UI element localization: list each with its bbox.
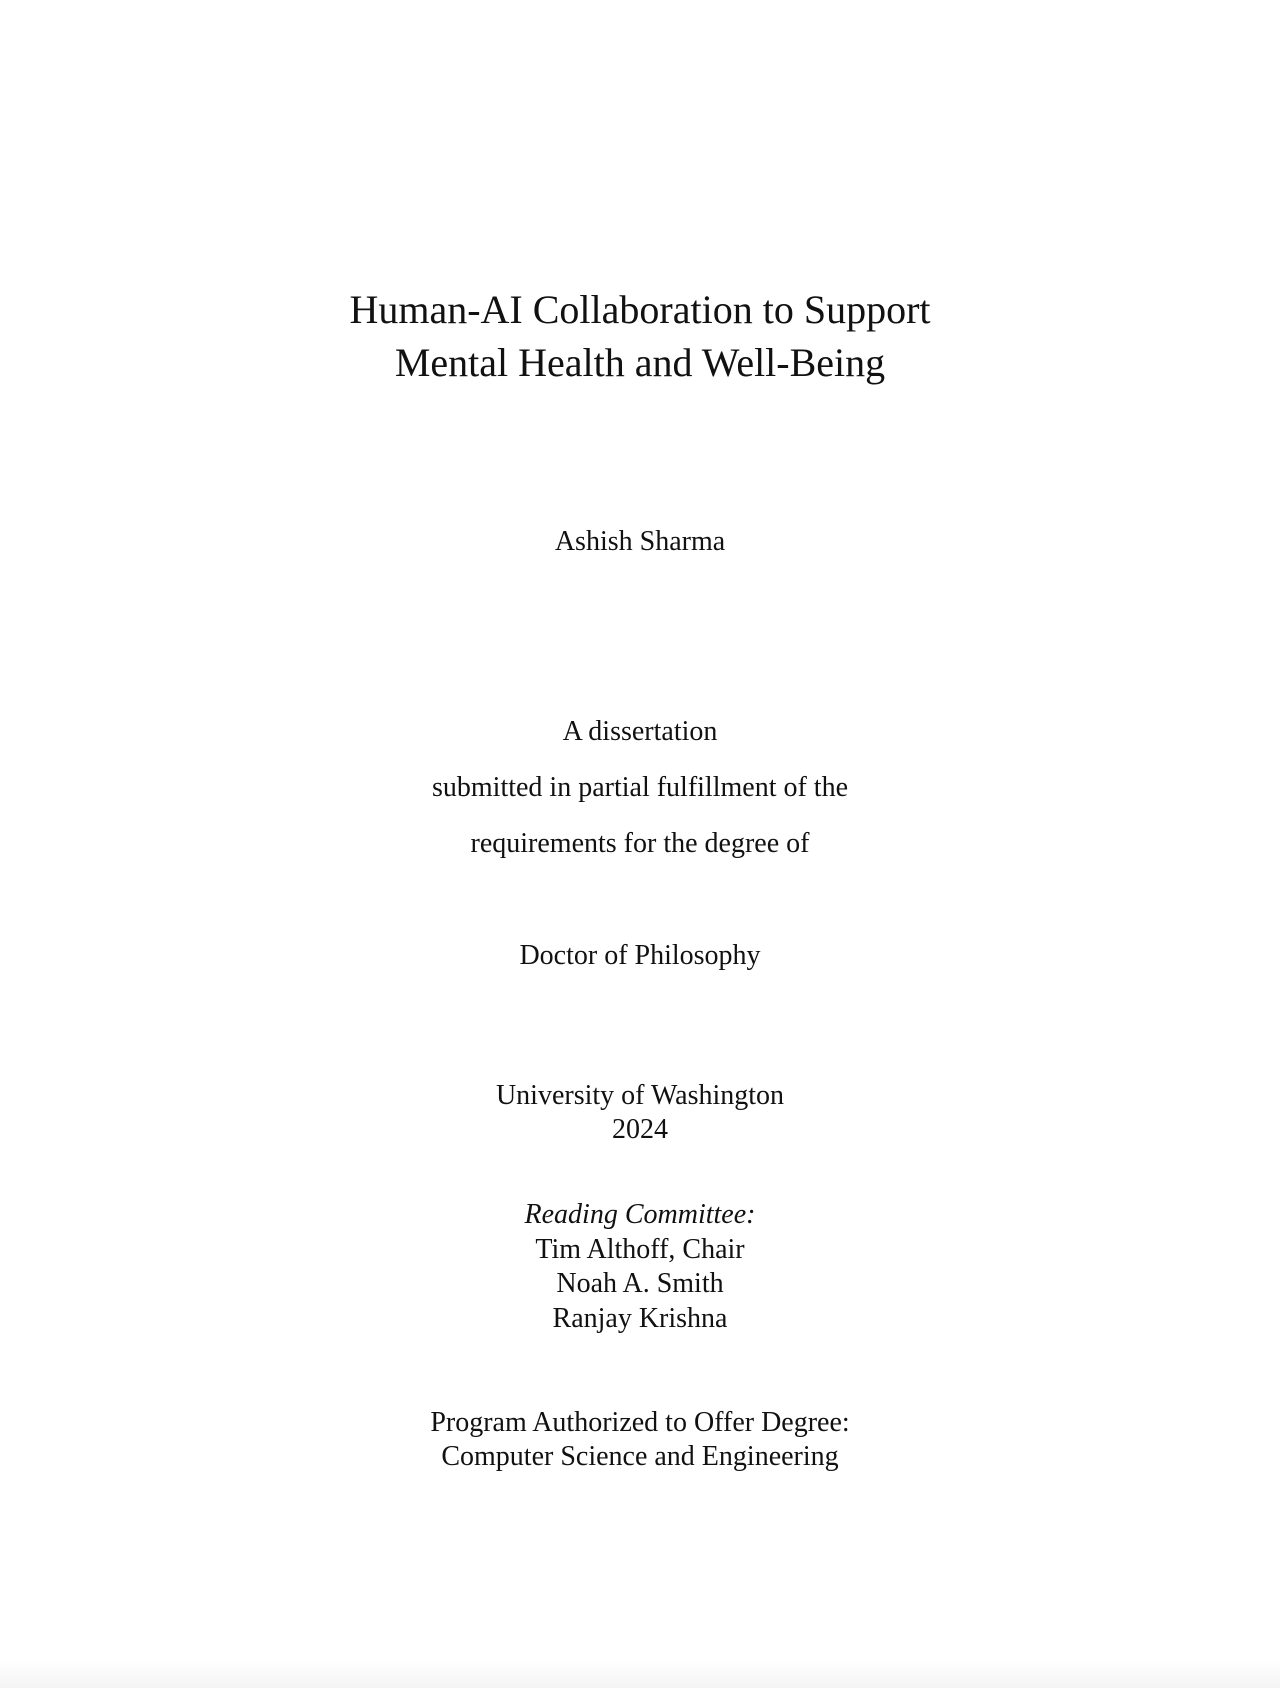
statement-line-3: requirements for the degree of (470, 828, 810, 859)
author-name: Ashish Sharma (554, 526, 726, 557)
statement-line-2: submitted in partial fulfillment of the (431, 772, 849, 803)
institution-name: University of Washington (495, 1080, 785, 1111)
committee-member-chair: Tim Althoff, Chair (535, 1234, 745, 1265)
committee-member: Ranjay Krishna (552, 1303, 728, 1334)
submission-year: 2024 (612, 1114, 668, 1145)
dissertation-title-line-2: Mental Health and Well-Being (394, 340, 886, 385)
program-heading: Program Authorized to Offer Degree: (430, 1407, 850, 1438)
program-name: Computer Science and Engineering (441, 1441, 839, 1472)
committee-member: Noah A. Smith (556, 1268, 724, 1299)
dissertation-title-line-1: Human-AI Collaboration to Support (349, 287, 931, 332)
statement-line-1: A dissertation (562, 716, 718, 747)
degree-name: Doctor of Philosophy (519, 940, 761, 971)
committee-heading: Reading Committee: (524, 1199, 756, 1230)
